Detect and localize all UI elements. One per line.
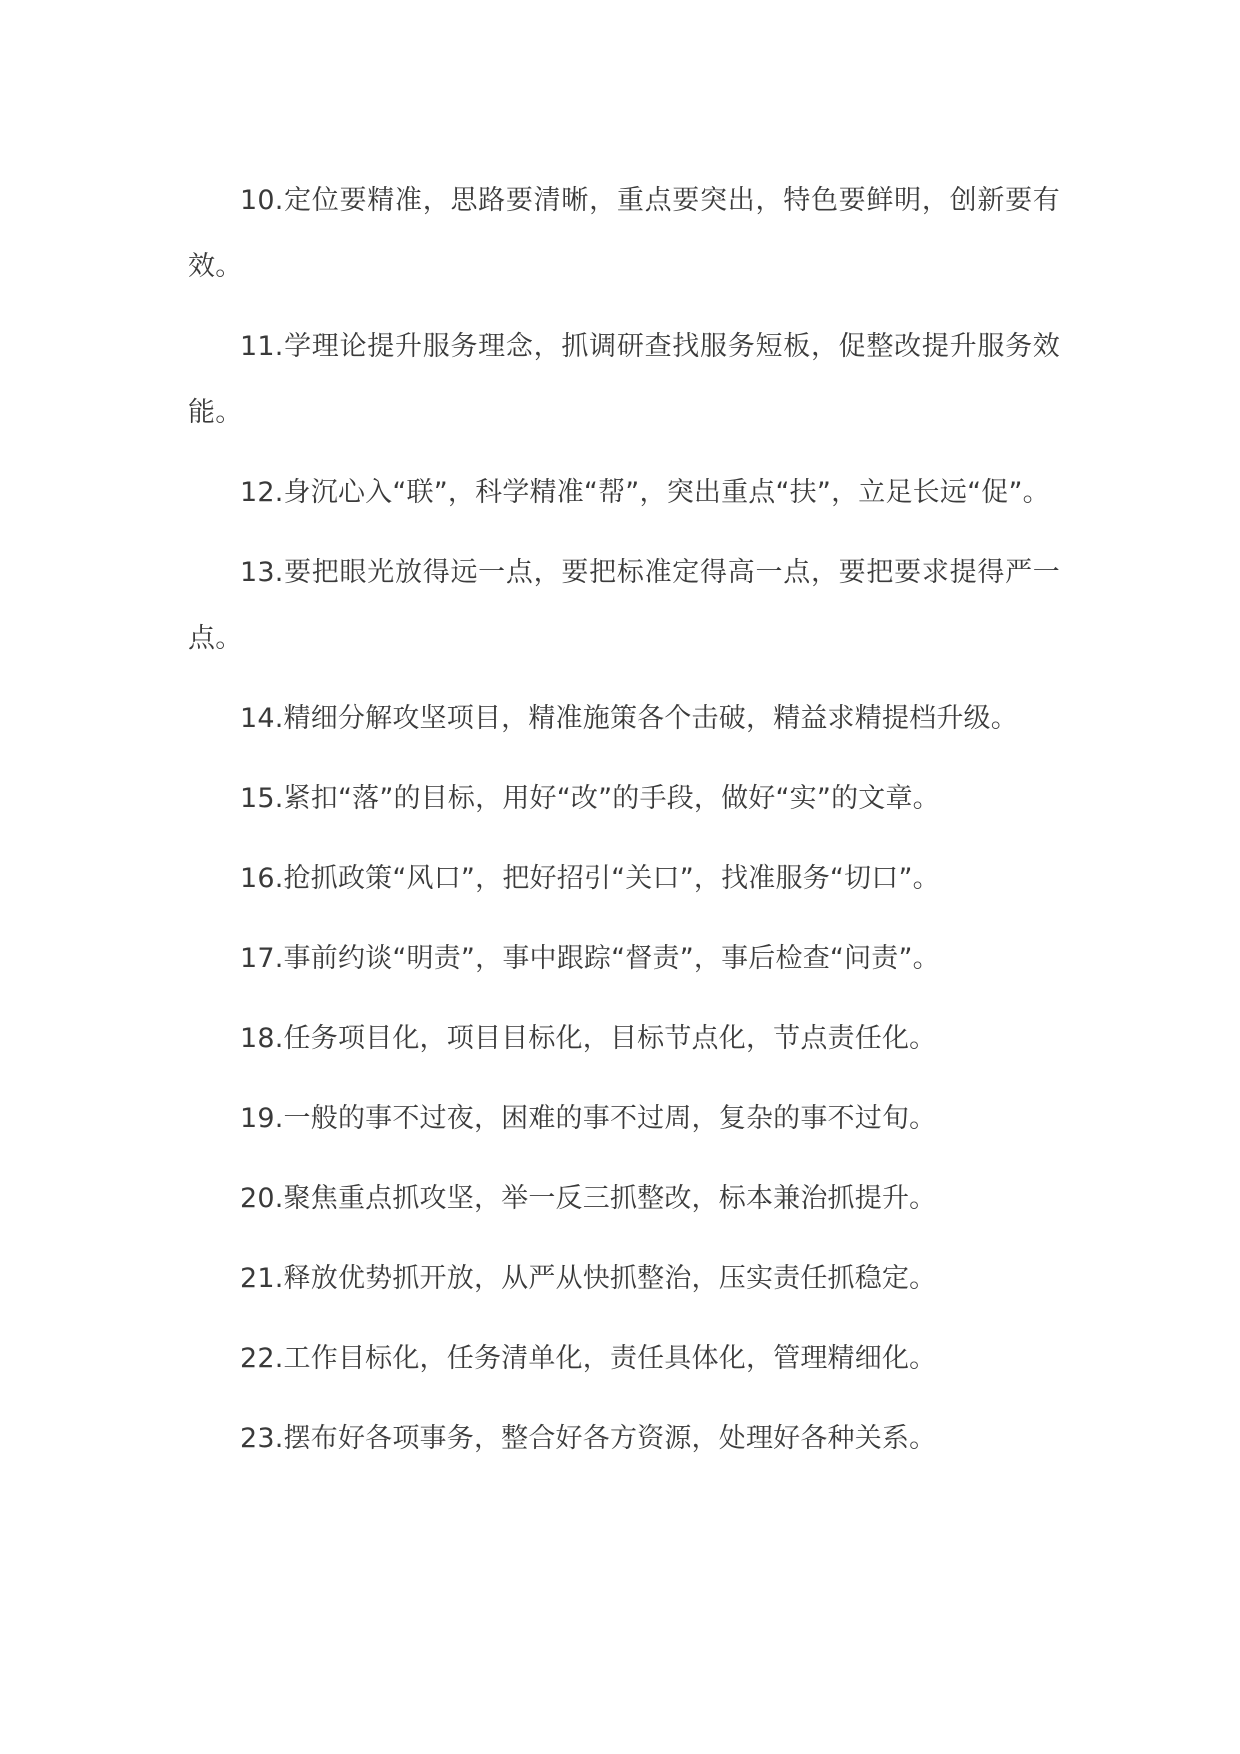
paragraph-23: 23.摆布好各项事务，整合好各方资源，处理好各种关系。 — [240, 1423, 937, 1454]
paragraph-22: 22.工作目标化，任务清单化，责任具体化，管理精细化。 — [240, 1343, 937, 1374]
paragraph-17: 17.事前约谈“明责”，事中跟踪“督责”，事后检查“问责”。 — [240, 943, 940, 974]
paragraph-18: 18.任务项目化，项目目标化，目标节点化，节点责任化。 — [240, 1023, 937, 1054]
paragraph-20: 20.聚焦重点抓攻坚，举一反三抓整改，标本兼治抓提升。 — [240, 1183, 937, 1214]
paragraph-14: 14.精细分解攻坚项目，精准施策各个击破，精益求精提档升级。 — [240, 703, 1018, 734]
paragraph-12: 12.身沉心入“联”，科学精准“帮”，突出重点“扶”，立足长远“促”。 — [240, 477, 1050, 508]
paragraph-11: 11.学理论提升服务理念，抓调研查找服务短板，促整改提升服务效能。 — [188, 331, 1060, 428]
document-body — [188, 168, 1060, 1486]
paragraph-21: 21.释放优势抓开放，从严从快抓整治，压实责任抓稳定。 — [240, 1263, 937, 1294]
paragraph-15: 15.紧扣“落”的目标，用好“改”的手段，做好“实”的文章。 — [240, 783, 940, 814]
paragraph-19: 19.一般的事不过夜，困难的事不过周，复杂的事不过旬。 — [240, 1103, 937, 1134]
paragraph-16: 16.抢抓政策“风口”，把好招引“关口”，找准服务“切口”。 — [240, 863, 940, 894]
paragraph-10: 10.定位要精准，思路要清晰，重点要突出，特色要鲜明，创新要有效。 — [188, 185, 1060, 282]
paragraph-13: 13.要把眼光放得远一点，要把标准定得高一点，要把要求提得严一点。 — [188, 557, 1060, 654]
